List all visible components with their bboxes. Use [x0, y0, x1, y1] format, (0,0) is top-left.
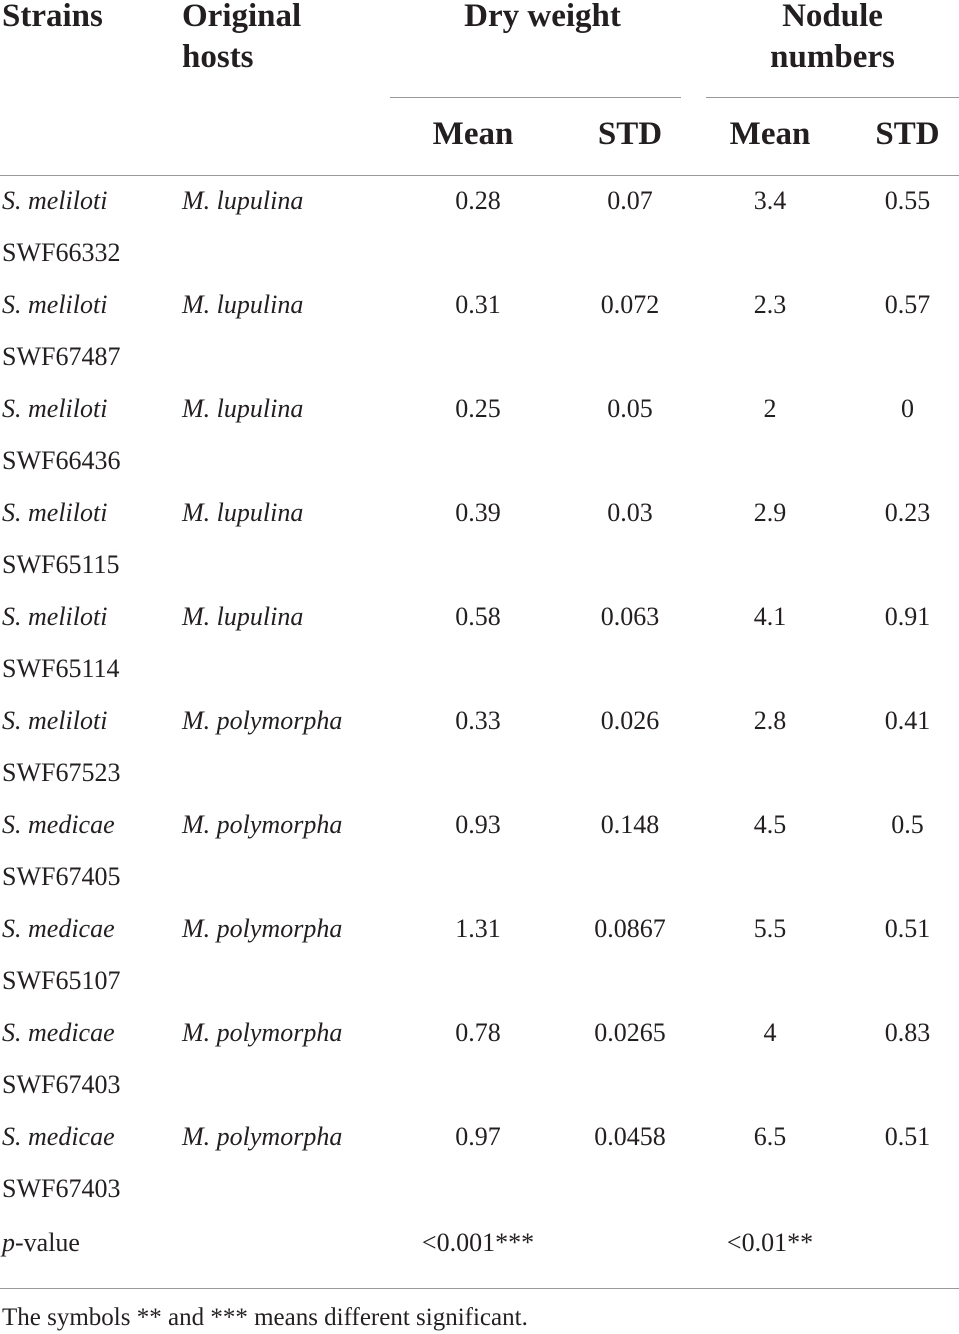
- header-strains: Strains: [2, 0, 103, 34]
- original-host: M. polymorpha: [182, 1018, 343, 1047]
- header-hosts-line2: hosts: [182, 39, 254, 75]
- cell-dw-std: 0.026: [600, 706, 660, 735]
- strain-id: SWF67403: [2, 1070, 121, 1099]
- header-dw-mean: Mean: [432, 116, 514, 152]
- header-nn-mean: Mean: [729, 116, 811, 152]
- strain-id: SWF67403: [2, 1174, 121, 1203]
- cell-dw-mean: 0.78: [455, 1018, 501, 1047]
- nodule-rule: [706, 97, 959, 98]
- cell-dw-std: 0.07: [607, 186, 653, 215]
- header-nodule-line2: numbers: [770, 39, 895, 75]
- cell-dw-std: 0.0867: [594, 914, 666, 943]
- cell-nn-std: 0.41: [884, 706, 931, 735]
- cell-nn-mean: 3.4: [753, 186, 787, 215]
- cell-nn-mean: 4.5: [753, 810, 787, 839]
- strain-id: SWF66332: [2, 238, 121, 267]
- original-host: M. polymorpha: [182, 914, 343, 943]
- strain-species: S. medicae: [2, 810, 115, 839]
- cell-nn-mean: 4: [763, 1018, 777, 1047]
- pvalue-nodule: <0.01**: [726, 1228, 814, 1257]
- cell-dw-mean: 0.97: [455, 1122, 501, 1151]
- original-host: M. lupulina: [182, 186, 304, 215]
- strain-id: SWF66436: [2, 446, 121, 475]
- strain-species: S. meliloti: [2, 602, 108, 631]
- pvalue-label-rest: -value: [15, 1228, 80, 1257]
- cell-dw-mean: 0.33: [455, 706, 501, 735]
- strain-species: S. meliloti: [2, 706, 108, 735]
- strain-id: SWF65115: [2, 550, 120, 579]
- original-host: M. polymorpha: [182, 1122, 343, 1151]
- header-dw-std: STD: [597, 116, 663, 152]
- pvalue-dry-weight: <0.001***: [421, 1228, 535, 1257]
- strain-id: SWF67405: [2, 862, 121, 891]
- original-host: M. polymorpha: [182, 706, 343, 735]
- strain-species: S. meliloti: [2, 186, 108, 215]
- cell-dw-mean: 0.25: [455, 394, 501, 423]
- cell-dw-mean: 0.93: [455, 810, 501, 839]
- header-nodule-line1: Nodule: [782, 0, 883, 34]
- cell-dw-std: 0.0458: [594, 1122, 666, 1151]
- cell-nn-mean: 4.1: [753, 602, 787, 631]
- original-host: M. polymorpha: [182, 810, 343, 839]
- original-host: M. lupulina: [182, 498, 304, 527]
- strain-species: S. meliloti: [2, 498, 108, 527]
- header-dry-weight: Dry weight: [464, 0, 621, 34]
- cell-dw-std: 0.063: [600, 602, 660, 631]
- cell-dw-mean: 1.31: [455, 914, 501, 943]
- cell-nn-mean: 2.3: [753, 290, 787, 319]
- cell-dw-std: 0.072: [600, 290, 660, 319]
- header-nn-std: STD: [875, 116, 940, 152]
- strain-species: S. meliloti: [2, 290, 108, 319]
- cell-nn-mean: 2.8: [753, 706, 787, 735]
- dry-weight-rule: [390, 97, 681, 98]
- cell-dw-std: 0.05: [607, 394, 653, 423]
- cell-dw-mean: 0.31: [455, 290, 501, 319]
- cell-dw-std: 0.148: [600, 810, 660, 839]
- cell-nn-mean: 5.5: [753, 914, 787, 943]
- cell-nn-std: 0.51: [884, 1122, 931, 1151]
- strain-id: SWF65114: [2, 654, 120, 683]
- cell-nn-std: 0: [901, 394, 914, 423]
- cell-nn-std: 0.51: [884, 914, 931, 943]
- cell-dw-std: 0.0265: [594, 1018, 666, 1047]
- cell-nn-std: 0.91: [884, 602, 931, 631]
- strain-id: SWF67523: [2, 758, 121, 787]
- pvalue-label: [2, 1228, 80, 1258]
- cell-nn-mean: 2: [763, 394, 777, 423]
- strain-id: SWF67487: [2, 342, 121, 371]
- cell-nn-mean: 2.9: [753, 498, 787, 527]
- cell-dw-mean: 0.28: [455, 186, 501, 215]
- strain-species: S. medicae: [2, 1122, 115, 1151]
- cell-dw-std: 0.03: [607, 498, 653, 527]
- header-hosts-line1: Original: [182, 0, 302, 34]
- footnote: The symbols ** and *** means different significant.: [2, 1304, 528, 1331]
- cell-nn-std: 0.55: [884, 186, 931, 215]
- cell-nn-std: 0.23: [884, 498, 931, 527]
- strain-species: S. medicae: [2, 914, 115, 943]
- original-host: M. lupulina: [182, 290, 304, 319]
- cell-dw-mean: 0.58: [455, 602, 501, 631]
- pvalue-label-italic: p: [2, 1228, 15, 1257]
- cell-nn-std: 0.57: [884, 290, 931, 319]
- original-host: M. lupulina: [182, 394, 304, 423]
- cell-nn-mean: 6.5: [753, 1122, 787, 1151]
- original-host: M. lupulina: [182, 602, 304, 631]
- strain-id: SWF65107: [2, 966, 121, 995]
- cell-nn-std: 0.5: [891, 810, 924, 839]
- footer-rule: [0, 1288, 959, 1289]
- header-rule: [0, 175, 959, 176]
- cell-nn-std: 0.83: [884, 1018, 931, 1047]
- cell-dw-mean: 0.39: [455, 498, 501, 527]
- strain-species: S. medicae: [2, 1018, 115, 1047]
- strain-species: S. meliloti: [2, 394, 108, 423]
